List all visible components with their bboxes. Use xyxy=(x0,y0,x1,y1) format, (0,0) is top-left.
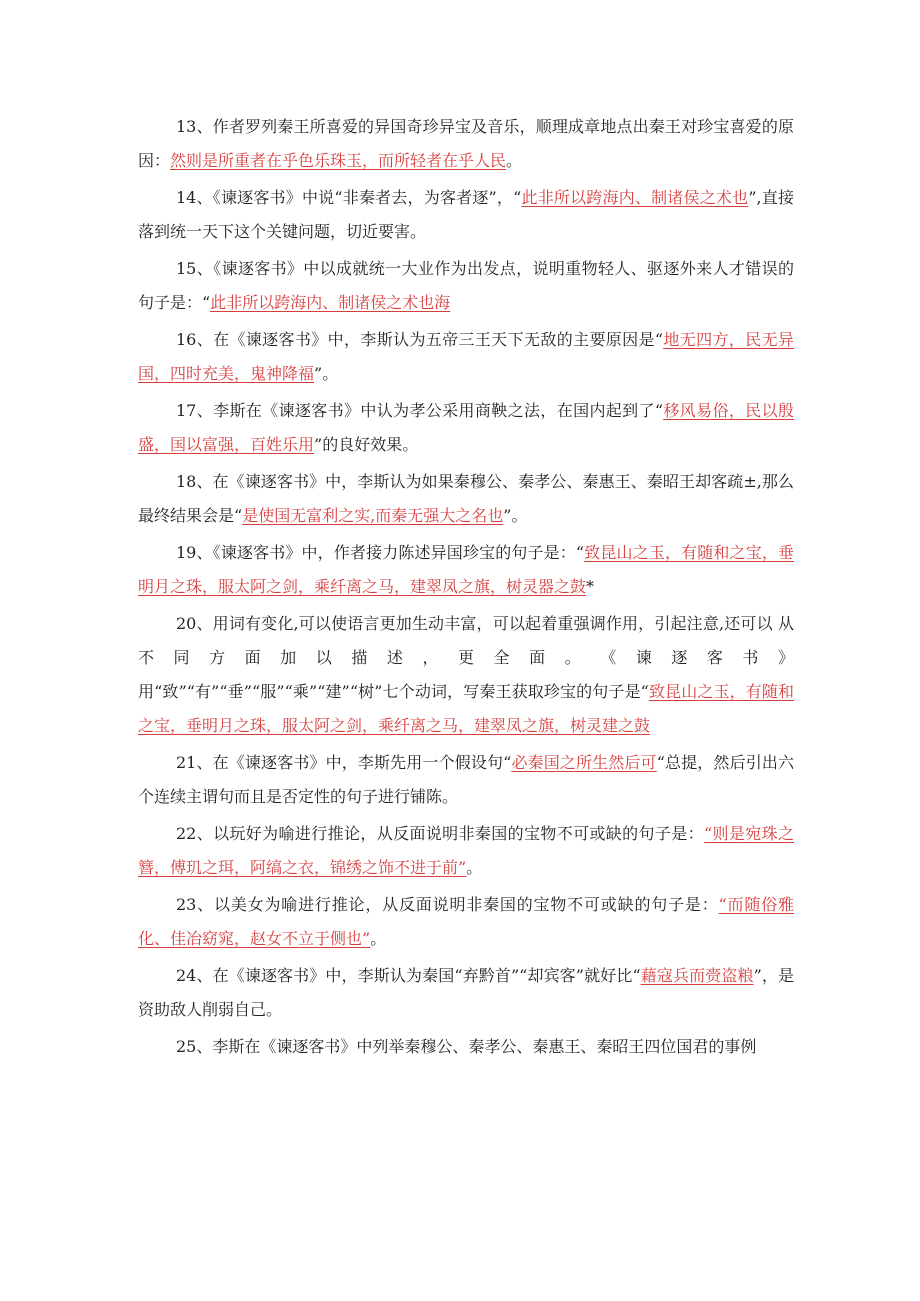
question-number: 20 xyxy=(176,614,197,633)
question-text: 、作者罗列秦王所喜爱的异国奇珍异宝及音乐，顺理成章地点出秦王对珍宝喜爱的原因： xyxy=(138,117,794,170)
answer-text: 此非所以跨海内、制诸侯之术也 xyxy=(521,188,749,207)
answer-text: 地无四方，民无异国，四时充美，鬼神降福 xyxy=(138,330,794,383)
question-text-end: 。 xyxy=(506,151,523,170)
question-19 xyxy=(138,536,794,604)
question-15 xyxy=(138,252,794,320)
question-number: 23 xyxy=(176,895,197,914)
question-17 xyxy=(138,394,794,462)
question-text-end: ”的良好效果。 xyxy=(314,435,419,454)
question-number: 17 xyxy=(176,401,197,420)
question-24 xyxy=(138,959,794,1027)
question-number: 18 xyxy=(176,472,197,491)
question-23 xyxy=(138,888,794,956)
answer-text: 致昆山之玉，有随和之宝，垂明月之珠，服太阿之剑，乘纤离之马，建翠凤之旗，树灵器之鼓 xyxy=(138,543,794,596)
question-16 xyxy=(138,323,794,391)
question-number: 25 xyxy=(176,1037,197,1056)
question-text-end: 。 xyxy=(370,929,387,948)
question-text: 、以玩好为喻进行推论，从反面说明非秦国的宝物不可或缺的句子是： xyxy=(196,824,704,843)
answer-text: “而随俗雅化、佳冶窈窕，赵女不立于侧也” xyxy=(138,895,794,948)
question-text-end: ”，是资助敌人削弱自己。 xyxy=(138,966,794,1019)
question-number: 21 xyxy=(176,753,197,772)
answer-text: 是使国无富利之实,而秦无强大之名也 xyxy=(242,506,504,525)
question-text-end: * xyxy=(586,577,595,596)
question-number: 19 xyxy=(176,543,197,562)
question-text: 、李斯在《谏逐客书》中列举秦穆公、秦孝公、秦惠王、秦昭王四位国君的事例 xyxy=(196,1037,757,1056)
question-text: 、《谏逐客书》中说“非秦者去，为客者逐”，“ xyxy=(196,188,522,207)
question-20 xyxy=(138,607,794,743)
document-page xyxy=(138,110,794,1067)
question-text: 、在《谏逐客书》中，李斯认为秦国“弃黔首”“却宾客”就好比“ xyxy=(196,966,641,985)
answer-text: 然则是所重者在乎色乐珠玉，而所轻者在乎人民 xyxy=(170,151,507,170)
question-text: 、在《谏逐客书》中，李斯认为如果秦穆公、秦孝公、秦惠王、秦昭王却客疏±,那么最终结果会是“ xyxy=(138,472,794,525)
question-text-end: “总提，然后引出六个连续主谓句而且是否定性的句子进行铺陈。 xyxy=(138,753,794,806)
question-number: 24 xyxy=(176,966,197,985)
question-18 xyxy=(138,465,794,533)
question-22 xyxy=(138,817,794,885)
answer-text: 移风易俗，民以殷盛，国以富强，百姓乐用 xyxy=(138,401,794,454)
question-text: 、《谏逐客书》中，作者接力陈述异国珍宝的句子是：“ xyxy=(196,543,585,562)
question-text: 、以美女为喻进行推论，从反面说明非秦国的宝物不可或缺的句子是： xyxy=(196,895,719,914)
answer-text: 致昆山之玉，有随和之宝，垂明月之珠，服太阿之剑，乘纤离之马，建翠凤之旗，树灵建之鼓 xyxy=(138,682,794,735)
question-text-end: ”,直接落到统一天下这个关键问题，切近要害。 xyxy=(138,188,794,241)
question-text: 、李斯在《谏逐客书》中认为孝公采用商鞅之法，在国内起到了“ xyxy=(196,401,664,420)
question-14 xyxy=(138,181,794,249)
question-number: 13 xyxy=(176,117,197,136)
question-text-end: ”。 xyxy=(503,506,528,525)
question-text: 、在《谏逐客书》中，李斯认为五帝三王天下无敌的主要原因是“ xyxy=(196,330,664,349)
question-number: 22 xyxy=(176,824,197,843)
question-25 xyxy=(138,1030,794,1064)
question-21 xyxy=(138,746,794,814)
question-text: 、用词有变化,可以使语言更加生动丰富，可以起着重强调作用，引起注意,还可以 从 不 同 方 面 加 以 描 述 ， 更 全 面 。 《 谏 逐 客 书 》 用“致”“有”“垂”“服”“乘”“建”“树”七个动词，写秦王获取珍宝的句子是“ xyxy=(138,614,794,701)
question-text-end: 。 xyxy=(466,858,483,877)
question-number: 14 xyxy=(176,188,197,207)
question-number: 15 xyxy=(176,259,197,278)
question-text-end: ”。 xyxy=(314,364,339,383)
answer-text: 必秦国之所生然后可 xyxy=(511,753,657,772)
question-text: 、《谏逐客书》中以成就统一大业作为出发点，说明重物轻人、驱逐外来人才错误的句子是：“ xyxy=(138,259,794,312)
question-13 xyxy=(138,110,794,178)
answer-text: 藉寇兵而赍盗粮 xyxy=(640,966,754,985)
question-number: 16 xyxy=(176,330,197,349)
question-text: 、在《谏逐客书》中，李斯先用一个假设句“ xyxy=(196,753,512,772)
answer-text: “则是宛珠之簪，傅玑之珥，阿缟之衣，锦绣之饰不进于前” xyxy=(138,824,794,877)
answer-text: 此非所以跨海内、制诸侯之术也海 xyxy=(210,293,451,312)
